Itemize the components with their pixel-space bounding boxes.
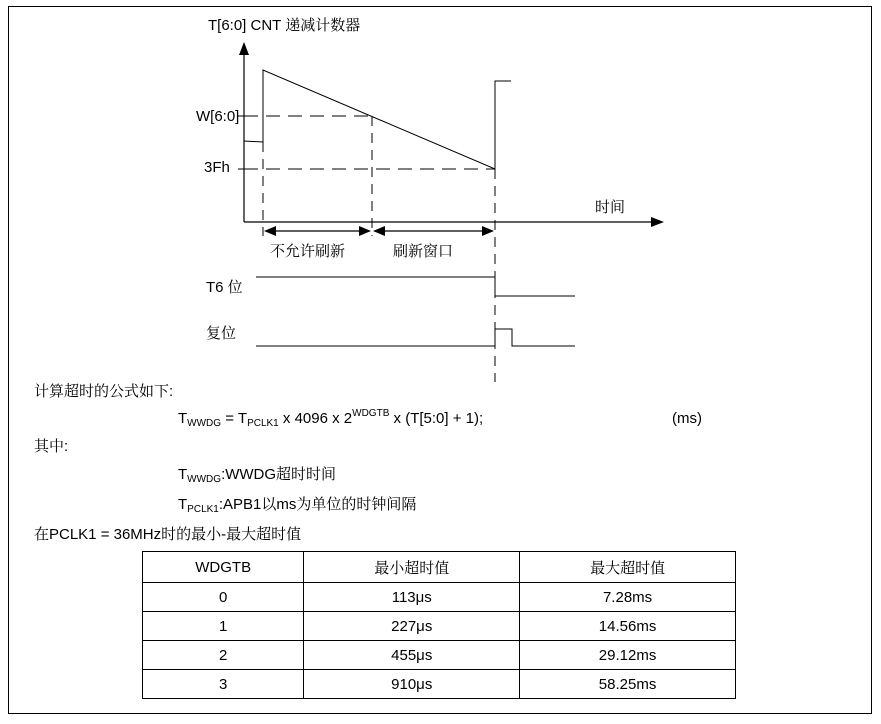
arrowhead: [264, 226, 276, 236]
formula-t-sub: WWDG: [187, 418, 222, 429]
table-cell: 227μs: [304, 612, 520, 641]
def1-text: :WWDG超时时间: [221, 466, 337, 483]
def1-sub: WWDG: [187, 474, 222, 485]
table-header-row: [143, 552, 736, 583]
definition-tpclk1: [178, 496, 416, 516]
level-w-label: W[6:0]: [196, 108, 240, 125]
def2-sub: PCLK1: [187, 504, 219, 515]
counter-waveform: [244, 70, 511, 169]
table-cell: 2: [143, 641, 304, 670]
table-cell: 1: [143, 612, 304, 641]
formula-intro: 计算超时的公式如下:: [34, 383, 174, 400]
def2-text: :APB1以ms为单位的时钟间隔: [218, 496, 417, 513]
column-header-min-timeout: 最小超时值: [304, 552, 520, 583]
formula-t2-sub: PCLK1: [247, 418, 279, 429]
table-row: [143, 670, 736, 699]
arrowhead: [482, 226, 494, 236]
reset-signal-waveform: [256, 329, 575, 346]
table-cell: 7.28ms: [520, 583, 736, 612]
column-header-wdgtb: WDGTB: [143, 552, 304, 583]
formula-mid: x 4096 x 2: [278, 410, 353, 427]
reset-signal-label: 复位: [206, 325, 237, 342]
def2-t: T: [178, 496, 188, 513]
x-axis-label: 时间: [595, 199, 626, 216]
table-cell: 113μs: [304, 583, 520, 612]
arrowhead: [373, 226, 385, 236]
table-title: 在PCLK1 = 36MHz时的最小-最大超时值: [34, 526, 302, 543]
t6-signal-waveform: [256, 277, 575, 296]
table-cell: 910μs: [304, 670, 520, 699]
table-cell: 14.56ms: [520, 612, 736, 641]
definition-twwdg: [178, 466, 336, 486]
table-row: [143, 612, 736, 641]
formula-unit: (ms): [672, 410, 702, 427]
level-3fh-label: 3Fh: [204, 159, 230, 176]
formula-t2: T: [237, 410, 248, 427]
formula-exponent: WDGTB: [352, 408, 390, 419]
formula-t: T: [178, 410, 188, 427]
table-cell: 3: [143, 670, 304, 699]
y-axis-arrow: [239, 42, 249, 55]
timeout-table: [142, 551, 736, 699]
table-cell: 58.25ms: [520, 670, 736, 699]
timeout-formula: [178, 410, 483, 430]
formula-eq: =: [221, 410, 238, 427]
column-header-max-timeout: 最大超时值: [520, 552, 736, 583]
t6-signal-label: T6 位: [206, 279, 243, 296]
where-label: 其中:: [34, 438, 69, 455]
table-cell: 455μs: [304, 641, 520, 670]
arrowhead: [359, 226, 371, 236]
y-axis-label: T[6:0] CNT 递减计数器: [208, 17, 361, 34]
table-row: [143, 583, 736, 612]
interval-refresh-window-label: 刷新窗口: [393, 243, 454, 260]
table-cell: 0: [143, 583, 304, 612]
formula-tail: x (T[5:0] + 1);: [389, 410, 484, 427]
interval-no-refresh-label: 不允许刷新: [270, 243, 346, 260]
table-row: [143, 641, 736, 670]
x-axis-arrow: [651, 217, 664, 227]
def1-t: T: [178, 466, 188, 483]
table-cell: 29.12ms: [520, 641, 736, 670]
